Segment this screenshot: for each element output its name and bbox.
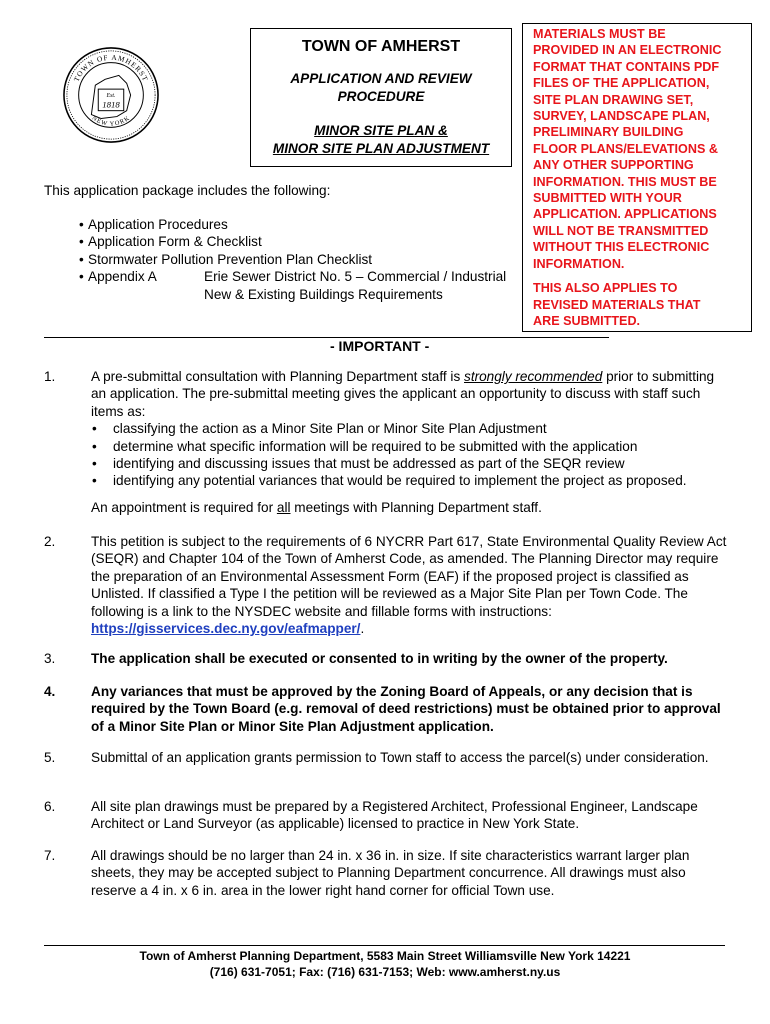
electronic-format-notice (522, 23, 752, 332)
notice-line: WITHOUT THIS ELECTRONIC (533, 240, 710, 255)
footer-address: Town of Amherst Planning Department, 5583 Main Street Williamsville New York 14221 (139, 949, 631, 963)
list-item: • Application Procedures (79, 217, 228, 232)
notice-line: SUBMITTED WITH YOUR (533, 191, 682, 206)
appointment-note: An appointment is required for all meetings with Planning Department staff. (91, 499, 542, 515)
package-contents-list (79, 216, 507, 303)
list-item: • Application Form & Checklist (79, 234, 262, 250)
procedure-item-2: 2. This petition is subject to the requirements of 6 NYCRR Part 617, State Environmental Quality Review Act (SEQR) and Chapter 104 of the Town of Amherst Code, as amended. The Planning Director may require the preparation of an Environmental Assessment Form (EAF) if the proposed project is classified as Unlisted. If classified a Type I the petition will be reviewed as a Major Site Plan per Town Code. The following is a link to the NYSDEC website and fillable forms with instructions: https://gisservices.dec.ny.gov/eafmapper/. (44, 534, 727, 637)
list-item: • classifying the action as a Minor Site Plan or Minor Site Plan Adjustment (92, 421, 547, 437)
notice-line: ANY OTHER SUPPORTING (533, 158, 694, 173)
list-item: • identifying any potential variances that would be required to implement the project as proposed. (92, 473, 687, 489)
notice-revised-paragraph (533, 280, 751, 329)
notice-line: PROVIDED IN AN ELECTRONIC (533, 43, 722, 58)
title-box (250, 28, 512, 167)
procedure-item-4: 4. Any variances that must be approved by the Zoning Board of Appeals, or any decision that is required by the Town Board (e.g. removal of deed restrictions) must be obtained prior to approval of a Minor Site Plan or Minor Site Plan Adjustment application. (44, 684, 721, 734)
notice-line: INFORMATION. THIS MUST BE (533, 174, 717, 189)
town-seal-logo (62, 46, 160, 144)
procedure-item-1: 1. A pre-submittal consultation with Planning Department staff is strongly recommended prior to submitting an application. The pre-submittal meeting gives the applicant an opportunity to discuss with staff such items as: • classifying the action as a Minor Site Plan or Minor Site Plan Adjustment • determine what specific information will be required to be submitted with the application • identifying and discussing issues that must be addressed as part of the SEQR review • identifying any potential variances that would be required to implement the project as proposed. An appointment is required for all meetings with Planning Department staff. (44, 368, 730, 516)
procedure-item-7: 7. All drawings should be no larger than 24 in. x 36 in. in size. If site characteristics warrant larger plan sheets, they may be accepted subject to Planning Department concurrence. All drawings must also reserve a 4 in. x 6 in. area in the lower right hand corner for official Town use. (44, 848, 690, 898)
notice-line: WILL NOT BE TRANSMITTED (533, 223, 709, 238)
notice-line: THIS ALSO APPLIES TO (533, 281, 678, 296)
notice-line: ARE SUBMITTED. (533, 313, 641, 328)
footer-divider (44, 945, 725, 946)
list-item: • Appendix A Erie Sewer District No. 5 – Commercial / Industrial New & Existing Buildings Requirements (79, 269, 507, 302)
notice-line: MATERIALS MUST BE (533, 27, 666, 41)
notice-line: PRELIMINARY BUILDING (533, 125, 684, 140)
notice-line: INFORMATION. (533, 256, 625, 271)
footer (0, 948, 770, 980)
svg-text:1818: 1818 (102, 99, 120, 110)
svg-text:NEW YORK: NEW YORK (90, 114, 132, 128)
nysdec-eaf-link[interactable]: https://gisservices.dec.ny.gov/eafmapper/ (91, 621, 361, 637)
notice-line: SURVEY, LANDSCAPE PLAN, (533, 109, 710, 124)
document-type-title: MINOR SITE PLAN & MINOR SITE PLAN ADJUSTMENT (272, 123, 490, 156)
svg-text:TOWN OF AMHERST: TOWN OF AMHERST (71, 52, 151, 84)
town-title: TOWN OF AMHERST (301, 38, 461, 55)
list-item: • identifying and discussing issues that must be addressed as part of the SEQR review (92, 456, 625, 472)
notice-line: APPLICATION. APPLICATIONS (533, 207, 717, 222)
notice-line: REVISED MATERIALS THAT (533, 297, 701, 312)
notice-line: FILES OF THE APPLICATION, (533, 76, 710, 91)
procedure-subtitle: APPLICATION AND REVIEW PROCEDURE (290, 71, 472, 104)
svg-text:Est.: Est. (106, 92, 116, 99)
list-item: • determine what specific information will be required to be submitted with the application (92, 438, 638, 454)
procedure-item-5: 5. Submittal of an application grants permission to Town staff to access the parcel(s) under consideration. (44, 750, 709, 765)
notice-line: FORMAT THAT CONTAINS PDF (533, 59, 720, 74)
procedure-item-3: 3. The application shall be executed or consented to in writing by the owner of the property. (44, 651, 668, 666)
footer-contact: (716) 631-7051; Fax: (716) 631-7153; Web: www.amherst.ny.us (209, 965, 561, 979)
divider (44, 337, 609, 338)
important-heading: - IMPORTANT - (330, 338, 430, 354)
notice-line: FLOOR PLANS/ELEVATIONS & (533, 141, 718, 156)
list-item: • Stormwater Pollution Prevention Plan Checklist (79, 251, 373, 267)
package-intro: This application package includes the following: (44, 183, 331, 198)
notice-paragraph (533, 26, 751, 272)
consultation-topics-list (91, 420, 730, 490)
notice-line: SITE PLAN DRAWING SET, (533, 92, 694, 107)
procedure-item-6: 6. All site plan drawings must be prepared by a Registered Architect, Professional Engineer, Landscape Architect or Land Surveyor (as applicable) licensed to practice in New York State. (44, 799, 698, 832)
